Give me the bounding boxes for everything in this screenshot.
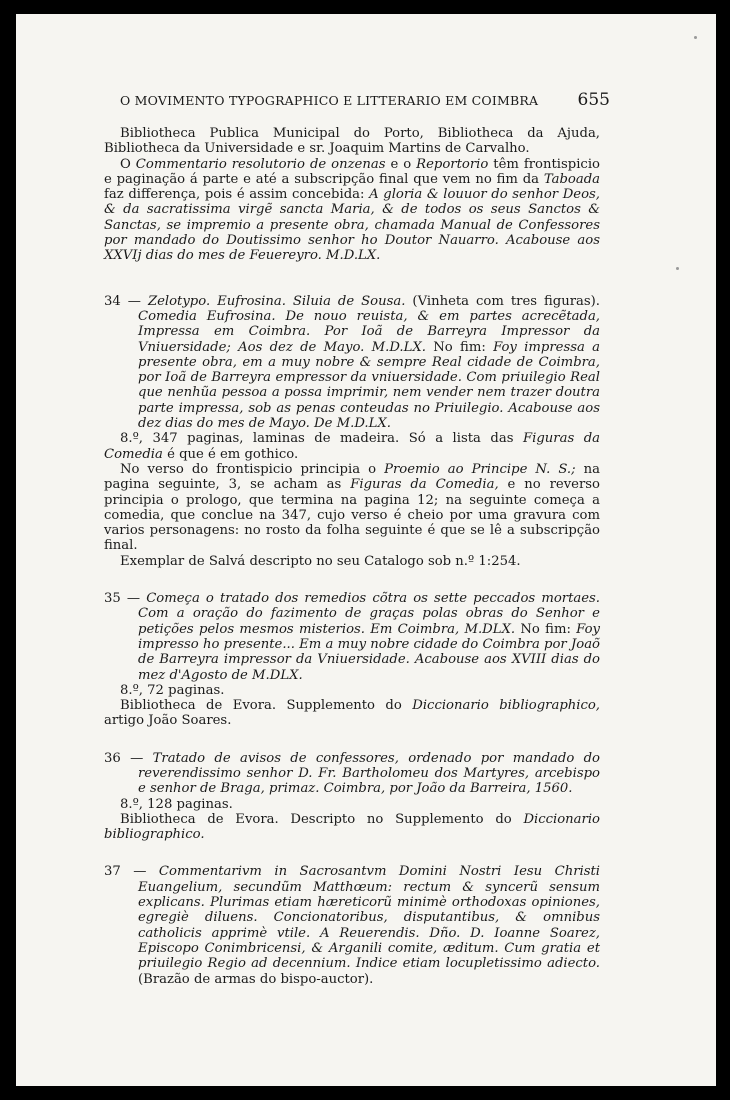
title-italic: Taboada	[543, 171, 600, 187]
text: Diccionario bibliographico,	[412, 698, 600, 714]
entry-number: 35 —	[104, 591, 147, 607]
book-page	[16, 14, 716, 1086]
entry-format: 8.º, 128 paginas.	[120, 796, 233, 812]
text: e no reverso principia o prologo, que termina na pagina 12; na seguinte começa a comedia, que conclue na 347, cujo verso é cheio por uma gravura com varios personagens: no rosto da folha seguinte é que se lê a subscripção final.	[104, 477, 600, 554]
entry-format: 8.º, 72 paginas.	[120, 682, 225, 698]
entry-number: 34 —	[104, 293, 148, 309]
running-title: O MOVIMENTO TYPOGRAPHICO E LITTERARIO EM COIMBRA	[120, 93, 539, 108]
entry-title	[104, 751, 600, 797]
entry-title	[104, 864, 600, 986]
paragraph-subscription	[104, 157, 600, 264]
text: Comedia Eufrosina. De nouo reuista, & em partes acrecẽtada, Impressa em Coimbra. Por Ioã de Barreyra Impressor da Vniuersidade; Aos dez de Mayo. M.D.LX.	[138, 308, 600, 355]
entry-source: Exemplar de Salvá descripto no seu Catalogo sob n.º 1:254.	[120, 553, 521, 569]
text: Bibliotheca Publica Municipal do Porto, Bibliotheca da Ajuda, Bibliotheca da Universidade e sr. Joaquim Martins de Carvalho.	[104, 126, 600, 157]
text: No fim:	[425, 339, 494, 355]
text: faz differença, pois é assim concebida:	[104, 187, 370, 203]
text: Tratado de avisos de confessores, ordenado por mandado do reverendissimo senhor D. Fr. Bartholomeu dos Martyres, arcebispo e senhor de Braga, primaz. Coimbra, por João da Barreira, 1560.	[138, 750, 600, 797]
paper-speck	[694, 36, 697, 39]
text: No verso do frontispicio principia o	[120, 461, 385, 477]
text: Começa o tratado dos remedios cõtra os sette peccados mortaes. Com a oração do fazimento de graças polas obras do Senhor e petições pelos mesmos misterios. Em Coimbra, M.DLX.	[138, 591, 600, 637]
text: na pagina seguinte, 3, se acham as	[104, 461, 600, 493]
page-body	[104, 126, 600, 987]
entry-source	[104, 698, 600, 729]
entry-title	[104, 591, 600, 683]
text: Bibliotheca de Evora. Supplemento do	[120, 698, 413, 714]
text: têm frontispicio e paginação á parte e até a subscripção final que vem no fim da	[104, 156, 600, 187]
text: Diccionario bibliographico.	[104, 811, 600, 843]
page-number: 655	[577, 90, 610, 110]
running-header	[120, 90, 610, 110]
text: (Vinheta com tres figuras).	[405, 293, 600, 309]
text: Bibliotheca de Evora. Descripto no Supplemento do	[120, 811, 524, 827]
entry-description	[104, 462, 600, 554]
text: artigo João Soares.	[104, 713, 232, 729]
entry-number: 36 —	[104, 750, 153, 766]
entry-source	[104, 812, 600, 843]
text: Foy impressa a presente obra, em a muy nobre & sempre Real cidade de Coimbra, por Ioã de Barreyra empressor da vniuersidade. Com priuilegio Real que nenhũa pessoa a possa imprimir, nem vender nem trazer doutra parte impressa, sob as penas conteudas no Priuilegio. Acabouse aos dez dias do mes de Mayo. De M.D.LX.	[138, 339, 600, 432]
text: Figuras da Comedia	[104, 431, 600, 462]
text: O	[120, 156, 136, 172]
entry-34	[104, 294, 600, 569]
text: (Brazão de armas do bispo-auctor).	[138, 971, 374, 987]
text: 8.º, 347 paginas, laminas de madeira. Só a lista das	[120, 431, 523, 447]
entry-title	[104, 294, 600, 432]
paragraph-libraries	[104, 126, 600, 157]
paper-speck	[676, 267, 679, 270]
text: e o	[385, 156, 417, 172]
entry-37	[104, 864, 600, 986]
entry-number: 37 —	[104, 864, 159, 880]
text: Commentarivm in Sacrosantvm Domini Nostri Iesu Christi Euangelium, secundũm Matthœum: rectum & syncerũ sensum explicans. Plurimas etiam hæreticorũ minimè orthodoxas opiniones, egregiè diluens. Concionatoribus, disputantibus, & omnibus catholicis apprimè vtile. A Reuerendis. Dño. D. Ioanne Soarez, Episcopo Conimbricensi, & Arganili comite, æditum. Cum gratia et priuilegio Regio ad decennium. Indice etiam locupletissimo adiecto.	[138, 864, 601, 972]
entry-36	[104, 751, 600, 843]
text: é que é em gothico.	[162, 446, 299, 462]
title-italic: Commentario resolutorio de onzenas	[135, 156, 386, 172]
text: No fim:	[515, 621, 577, 637]
title-italic: Reportorio	[416, 156, 489, 172]
text: Zelotypo. Eufrosina. Siluia de Sousa.	[147, 293, 406, 309]
text: Proemio ao Principe N. S.;	[384, 461, 576, 477]
entry-35	[104, 591, 600, 729]
quotation-italic: A gloria & louuor do senhor Deos, & da sacratissima virgẽ sancta Maria, & de todos os seus Sanctos & Sanctas, se impremio a presente obra, chamada Manual de Confessores por mandado do Doutissimo senhor ho Doutor Nauarro. Acabouse aos XXVIj dias do mes de Feuereyro. M.D.LX.	[104, 187, 600, 264]
text: Foy impresso ho presente... Em a muy nobre cidade do Coimbra por Joaõ de Barreyra impressor da Vniuersidade. Acabouse aos XVIII dias do mez d'Agosto de M.DLX.	[138, 621, 600, 683]
text: Figuras da Comedia,	[350, 477, 499, 493]
entry-format	[104, 431, 600, 462]
